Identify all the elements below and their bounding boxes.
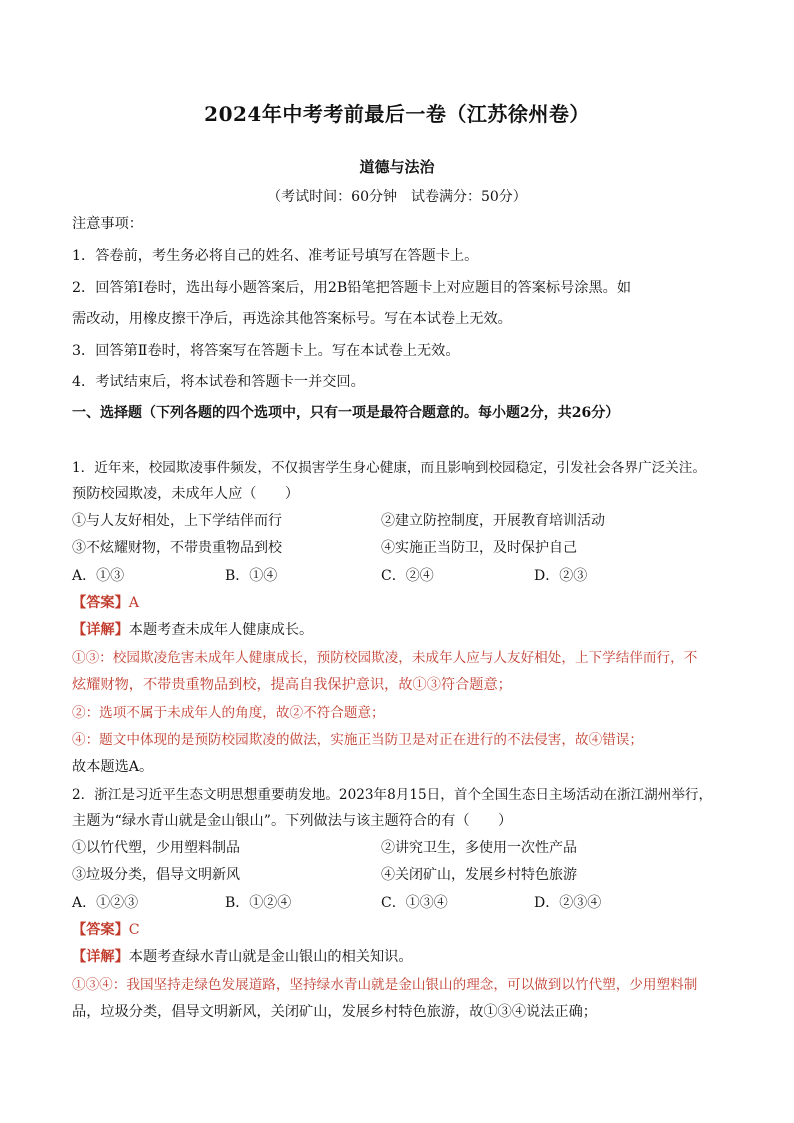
notes-heading: 注意事项： <box>72 216 143 232</box>
q2-option-a: A．①②③ <box>72 895 139 911</box>
note-item: 1．答卷前，考生务必将自己的姓名、准考证号填写在答题卡上。 <box>72 248 479 264</box>
detail-label: 【详解】 <box>72 949 129 965</box>
q1-conclusion: 故本题选A。 <box>72 759 154 775</box>
page-title: 2024年中考考前最后一卷（江苏徐州卷） <box>204 102 590 126</box>
detail-text: 本题考查绿水青山就是金山银山的相关知识。 <box>128 949 413 965</box>
note-item: 4．考试结束后，将本试卷和答题卡一并交回。 <box>72 374 365 390</box>
detail-label: 【详解】 <box>72 622 129 638</box>
q1-statement: ④实施正当防卫，及时保护自己 <box>381 540 577 556</box>
q2-explanation: 品，垃圾分类，倡导文明新风，关闭矿山，发展乡村特色旅游，故①③④说法正确； <box>72 1004 597 1020</box>
q2-detail <box>72 947 413 967</box>
q2-explanation: ①③④：我国坚持走绿色发展道路，坚持绿水青山就是金山银山的理念，可以做到以竹代塑，少用塑料制 <box>72 977 698 993</box>
exam-time-info: （考试时间：60分钟 试卷满分：50分） <box>267 189 527 205</box>
q2-statement: ①以竹代塑，少用塑料制品 <box>72 840 240 856</box>
q1-statement: ③不炫耀财物，不带贵重物品到校 <box>72 540 282 556</box>
q1-stem-line1: 1．近年来，校园欺凌事件频发，不仅损害学生身心健康，而且影响到校园稳定，引发社会各界广泛关注。 <box>72 460 706 476</box>
q1-detail <box>72 620 313 640</box>
q1-option-c: C．②④ <box>381 568 434 584</box>
q1-option-a: A．①③ <box>72 568 125 584</box>
q2-option-b: B．①②④ <box>225 895 292 911</box>
q2-stem-line2: 主题为“绿水青山就是金山银山”。下列做法与该主题符合的有（ ） <box>72 813 513 829</box>
q1-option-b: B．①④ <box>225 568 278 584</box>
detail-text: 本题考查未成年人健康成长。 <box>128 622 314 638</box>
q2-stem-line1: 2．浙江是习近平生态文明思想重要萌发地。2023年8月15日，首个全国生态日主场活动在浙江湖州举行， <box>72 787 713 803</box>
answer-value: A <box>128 595 140 611</box>
answer-label: 【答案】 <box>72 922 129 938</box>
note-item: 2．回答第Ⅰ卷时，选出每小题答案后，用2B铅笔把答题卡上对应题目的答案标号涂黑。如 <box>72 280 632 296</box>
q1-explanation: ④：题文中体现的是预防校园欺凌的做法，实施正当防卫是对正在进行的不法侵害，故④错误； <box>72 732 643 748</box>
answer-label: 【答案】 <box>72 595 129 611</box>
answer-value: C <box>128 922 140 938</box>
note-item: 需改动，用橡皮擦干净后，再选涂其他答案标号。写在本试卷上无效。 <box>72 311 512 327</box>
q1-explanation: ②：选项不属于未成年人的角度，故②不符合题意； <box>72 705 385 721</box>
q2-statement: ③垃圾分类，倡导文明新风 <box>72 867 240 883</box>
q2-statement: ②讲究卫生，多使用一次性产品 <box>381 840 577 856</box>
section-heading: 一、选择题（下列各题的四个选项中，只有一项是最符合题意的。每小题2分，共26分） <box>72 405 620 421</box>
q1-explanation: ①③：校园欺凌危害未成年人健康成长，预防校园欺凌，未成年人应与人友好相处，上下学结伴而行，不 <box>72 650 698 666</box>
q2-option-d: D．②③④ <box>534 895 602 911</box>
note-item: 3．回答第Ⅱ卷时，将答案写在答题卡上。写在本试卷上无效。 <box>72 343 460 359</box>
subject-heading: 道德与法治 <box>359 158 435 176</box>
q2-statement: ④关闭矿山，发展乡村特色旅游 <box>381 867 577 883</box>
q1-statement: ①与人友好相处，上下学结伴而行 <box>72 513 282 529</box>
q1-answer <box>72 593 139 613</box>
q2-option-c: C．①③④ <box>381 895 448 911</box>
q1-stem-line2: 预防校园欺凌，未成年人应（ ） <box>72 486 300 502</box>
q1-explanation: 炫耀财物，不带贵重物品到校，提高自我保护意识，故①③符合题意； <box>72 677 512 693</box>
q2-answer <box>72 920 140 940</box>
q1-statement: ②建立防控制度，开展教育培训活动 <box>381 513 605 529</box>
q1-option-d: D．②③ <box>534 568 588 584</box>
